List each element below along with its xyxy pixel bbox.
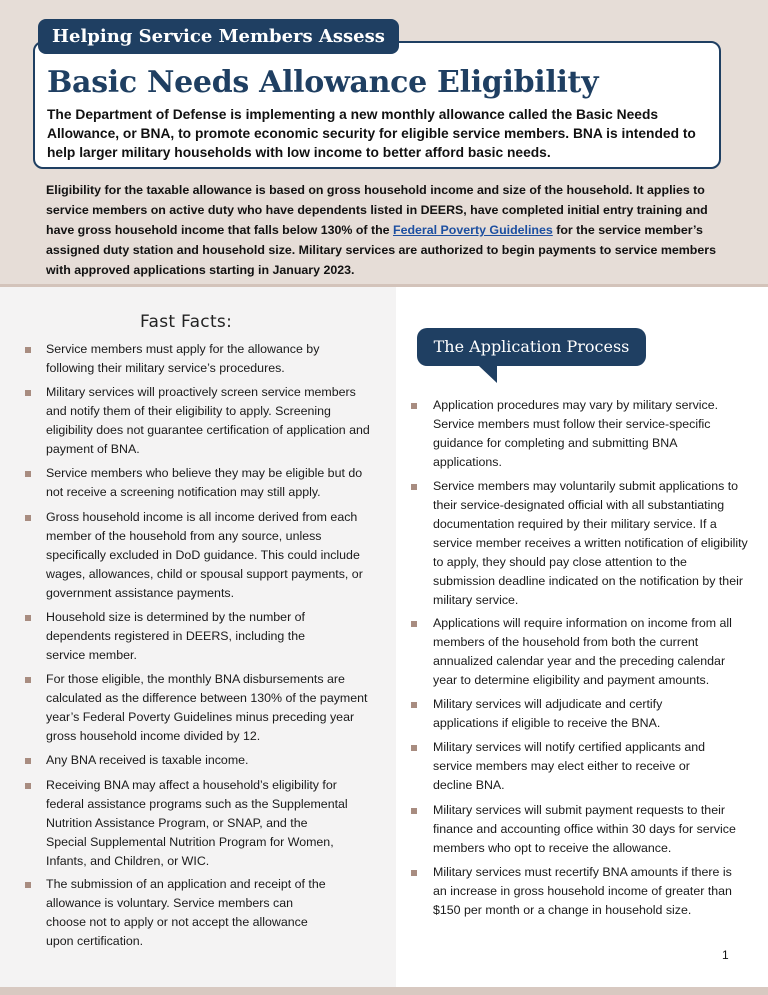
eligibility-paragraph bbox=[46, 180, 736, 280]
bullet-icon bbox=[25, 783, 31, 789]
fast-fact-item: For those eligible, the monthly BNA disbursements are calculated as the difference between 130% of the payment year’s Federal Poverty Guidelines minus preceding year gross household income divided by 12. bbox=[46, 672, 368, 743]
bullet-icon bbox=[25, 390, 31, 396]
application-item: Applications will require information on income from all members of the household from both the current annualized calendar year and the preceding calendar year to determine eligibility and payment amounts. bbox=[433, 616, 732, 687]
page-number: 1 bbox=[722, 948, 729, 962]
fast-fact-item: Receiving BNA may affect a household’s eligibility for federal assistance programs such as the Supplemental Nutrition Assistance Program, or SNAP, and the Special Supplemental Nutrition Program for Women, Infants, and Children, or WIC. bbox=[46, 778, 348, 868]
bullet-icon bbox=[411, 403, 417, 409]
bullet-icon bbox=[411, 702, 417, 708]
application-item: Military services will notify certified applicants and service members may elect either to receive or decline BNA. bbox=[433, 740, 706, 792]
application-item: Service members may voluntarily submit applications to their service-designated official with all substantiating documentation required by their military service. If a service member receives a written notification of eligibility to apply, they should pay close attention to the submission deadline indicated on the notification by their military service. bbox=[433, 479, 748, 607]
application-process-heading: The Application Process bbox=[417, 328, 646, 366]
bullet-icon bbox=[411, 484, 417, 490]
bullet-icon bbox=[411, 870, 417, 876]
fast-fact-item: Service members must apply for the allowance by following their military service’s procedures. bbox=[46, 342, 320, 375]
fast-fact-item: Service members who believe they may be eligible but do not receive a screening notification may still apply. bbox=[46, 466, 363, 499]
title-box bbox=[33, 41, 721, 169]
fast-fact-item: Military services will proactively screen service members and notify them of their eligibility to apply. Screening eligibility does not guarantee certification of application and payment of BNA. bbox=[46, 385, 370, 456]
bullet-icon bbox=[25, 758, 31, 764]
fast-fact-item: Household size is determined by the number of dependents registered in DEERS, including the service member. bbox=[46, 610, 305, 662]
bullet-icon bbox=[25, 515, 31, 521]
eligibility-text-after: for the service member’s assigned duty station and household size. Military services are authorized to begin payments to service members with approved applications starting in January 2023. bbox=[46, 223, 716, 277]
eligibility-text-before: Eligibility for the taxable allowance is based on gross household income and size of the household. It applies to service members on active duty who have dependents listed in DEERS, have completed initial entry training and have gross household income that falls below 130% of the bbox=[46, 183, 708, 237]
header-tag: Helping Service Members Assess bbox=[38, 19, 399, 54]
bottom-strip bbox=[0, 987, 768, 995]
intro-text: The Department of Defense is implementing a new monthly allowance called the Basic Needs Allowance, or BNA, to promote economic security for eligible service members. BNA is intended to help larger military households with low income to better afford basic needs. bbox=[47, 107, 696, 160]
bullet-icon bbox=[411, 808, 417, 814]
bullet-icon bbox=[411, 621, 417, 627]
bullet-icon bbox=[25, 615, 31, 621]
bullet-icon bbox=[25, 347, 31, 353]
fast-facts-title: Fast Facts: bbox=[140, 312, 233, 332]
application-item: Application procedures may vary by military service. Service members must follow their service-specific guidance for completing and submitting BNA applications. bbox=[433, 398, 719, 469]
bullet-icon bbox=[25, 677, 31, 683]
bullet-icon bbox=[411, 745, 417, 751]
fast-fact-item: Gross household income is all income derived from each member of the household from any source, unless specifically excluded in DoD guidance. This could include wages, allowances, child or spousal support payments, or government assistance payments. bbox=[46, 510, 363, 600]
federal-poverty-guidelines-link[interactable]: Federal Poverty Guidelines bbox=[393, 223, 553, 237]
fast-fact-item: The submission of an application and receipt of the allowance is voluntary. Service members can choose not to apply or not accept the allowance upon certification. bbox=[46, 877, 326, 948]
page-title: Basic Needs Allowance Eligibility bbox=[47, 65, 599, 100]
bullet-icon bbox=[25, 882, 31, 888]
bullet-icon bbox=[25, 471, 31, 477]
application-item: Military services will submit payment requests to their finance and accounting office within 30 days for service members who opt to receive the allowance. bbox=[433, 803, 736, 855]
application-item: Military services will adjudicate and certify applications if eligible to receive the BNA. bbox=[433, 697, 663, 730]
application-item: Military services must recertify BNA amounts if there is an increase in gross household income of greater than $150 per month or a change in household size. bbox=[433, 865, 732, 917]
fast-fact-item: Any BNA received is taxable income. bbox=[46, 753, 249, 767]
